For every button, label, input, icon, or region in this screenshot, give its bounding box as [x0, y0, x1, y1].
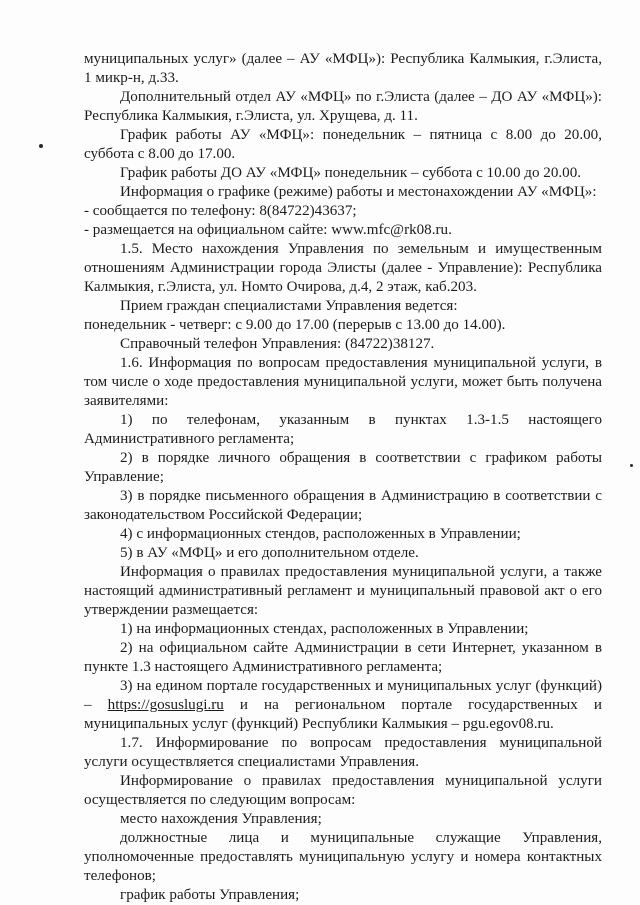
scan-speck — [630, 464, 633, 467]
paragraph: 1.5. Место нахождения Управления по земельным и имущественным отношениям Администрации города Элисты (далее - Управление): Республика Калмыкия, г.Элиста, ул. Номто Очирова, д.4, 2 этаж, каб.203. — [84, 241, 602, 295]
paragraph: 4) с информационных стендов, расположенных в Управлении; — [120, 526, 521, 542]
paragraph: должностные лица и муниципальные служащие Управления, уполномоченные предоставлять муниципальную услугу и номера контактных телефонов; — [84, 830, 602, 884]
paragraph: Информация о графике (режиме) работы и местонахождении АУ «МФЦ»: — [120, 184, 597, 200]
paragraph: 1.7. Информирование по вопросам предоставления муниципальной услуги осуществляется специалистами Управления. — [84, 735, 602, 770]
portal-text-after: и на региональном портале государственных и муниципальных услуг (функций) Республики Калмыкия – pgu.egov08.ru. — [84, 697, 602, 732]
paragraph: Справочный телефон Управления: (84722)38127. — [120, 336, 435, 352]
paragraph: Информация о правилах предоставления муниципальной услуги, а также настоящий административный регламент и муниципальный правовой акт о его утверждении размещается: — [84, 564, 602, 618]
paragraph: - сообщается по телефону: 8(84722)43637; — [84, 203, 357, 219]
scan-speck — [39, 144, 43, 148]
paragraph: - размещается на официальном сайте: www.mfc@rk08.ru. — [84, 222, 452, 238]
paragraph: График работы ДО АУ «МФЦ» понедельник – суббота с 10.00 до 20.00. — [120, 165, 582, 181]
paragraph: Дополнительный отдел АУ «МФЦ» по г.Элиста (далее – ДО АУ «МФЦ»): Республика Калмыкия, г.Элиста, ул. Хрущева, д. 11. — [84, 89, 602, 124]
paragraph: График работы АУ «МФЦ»: понедельник – пятница с 8.00 до 20.00, суббота с 8.00 до 17.00. — [84, 127, 602, 162]
paragraph: 1) по телефонам, указанным в пунктах 1.3-1.5 настоящего Административного регламента; — [84, 412, 602, 447]
paragraph: муниципальных услуг» (далее – АУ «МФЦ»): Республика Калмыкия, г.Элиста, 1 микр-н, д.33. — [84, 51, 602, 86]
paragraph: место нахождения Управления; — [120, 811, 322, 827]
portal-paragraph — [84, 677, 602, 734]
portal-text-before: 3) на едином портале государственных и муниципальных услуг (функций) – — [84, 678, 602, 713]
paragraph: понедельник - четверг: с 9.00 до 17.00 (перерыв с 13.00 до 14.00). — [84, 317, 506, 333]
paragraph: 1) на информационных стендах, расположенных в Управлении; — [120, 621, 529, 637]
paragraph: 2) в порядке личного обращения в соответствии с графиком работы Управление; — [84, 450, 602, 485]
document-body — [84, 50, 602, 905]
gosuslugi-link[interactable]: https://gosuslugi.ru — [107, 697, 224, 713]
paragraph: 3) в порядке письменного обращения в Администрацию в соответствии с законодательством Российской Федерации; — [84, 488, 602, 523]
paragraph: Информирование о правилах предоставления муниципальной услуги осуществляется по следующим вопросам: — [84, 773, 602, 808]
paragraph: 2) на официальном сайте Администрации в сети Интернет, указанном в пункте 1.3 настоящего Административного регламента; — [84, 640, 602, 675]
paragraph: Прием граждан специалистами Управления ведется: — [120, 298, 458, 314]
paragraph: график работы Управления; — [120, 887, 300, 903]
paragraph: 1.6. Информация по вопросам предоставления муниципальной услуги, в том числе о ходе предоставления муниципальной услуги, может быть получена заявителями: — [84, 355, 602, 409]
paragraph: 5) в АУ «МФЦ» и его дополнительном отделе. — [120, 545, 419, 561]
